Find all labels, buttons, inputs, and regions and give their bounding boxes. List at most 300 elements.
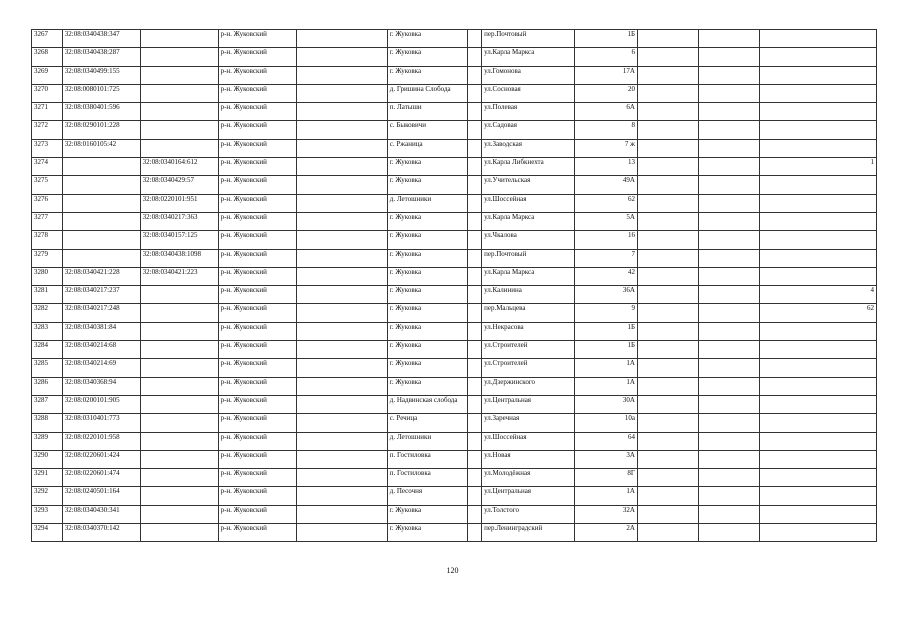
cell-extra-column-2 [699, 139, 760, 157]
cell-extra-column-2 [699, 66, 760, 84]
cell-extra-column-2 [699, 176, 760, 194]
cell-street: ул.Полевая [482, 103, 575, 121]
cell-house-number: 8 [575, 121, 638, 139]
cell-cadastral-number-building: 32:08:0220101:951 [140, 194, 218, 212]
cell-settlement: г. Жуковка [387, 231, 467, 249]
cell-cadastral-number-building: 32:08:0340157:125 [140, 231, 218, 249]
cell-cadastral-number-parcel: 32:08:0220101:958 [62, 432, 140, 450]
cell-settlement: д. Гришина Слобода [387, 84, 467, 102]
cell-spacer [467, 505, 481, 523]
cell-spacer [467, 377, 481, 395]
cell-blank-column [296, 414, 387, 432]
cell-district: р-н. Жуковский [218, 341, 296, 359]
cell-extra-column-2 [699, 286, 760, 304]
cell-street: ул.Некрасова [482, 322, 575, 340]
cell-extra-column-1 [637, 48, 699, 66]
cell-row-number: 3275 [32, 176, 63, 194]
cell-extra-column-3 [759, 469, 876, 487]
cell-street: ул.Строителей [482, 359, 575, 377]
cell-house-number: 32А [575, 505, 638, 523]
cell-settlement: г. Жуковка [387, 524, 467, 542]
cell-cadastral-number-building: 32:08:0340429:57 [140, 176, 218, 194]
cell-row-number: 3278 [32, 231, 63, 249]
cell-settlement: г. Жуковка [387, 176, 467, 194]
cell-extra-column-3: 62 [759, 304, 876, 322]
cell-cadastral-number-building [140, 322, 218, 340]
cell-street: ул.Садовая [482, 121, 575, 139]
cell-extra-column-1 [637, 176, 699, 194]
cell-settlement: г. Жуковка [387, 48, 467, 66]
cell-extra-column-1 [637, 267, 699, 285]
cell-extra-column-1 [637, 212, 699, 230]
cell-settlement: г. Жуковка [387, 377, 467, 395]
cell-extra-column-1 [637, 341, 699, 359]
cell-row-number: 3279 [32, 249, 63, 267]
table-row [32, 395, 877, 413]
cell-cadastral-number-parcel: 32:08:0290101:228 [62, 121, 140, 139]
cell-extra-column-2 [699, 414, 760, 432]
cell-extra-column-1 [637, 30, 699, 48]
cell-extra-column-2 [699, 469, 760, 487]
cell-settlement: г. Жуковка [387, 212, 467, 230]
cell-cadastral-number-parcel: 32:08:0340368:94 [62, 377, 140, 395]
cell-cadastral-number-building [140, 304, 218, 322]
cell-extra-column-1 [637, 377, 699, 395]
cell-street: ул.Центральная [482, 487, 575, 505]
cell-extra-column-1 [637, 359, 699, 377]
cell-blank-column [296, 359, 387, 377]
cell-extra-column-2 [699, 267, 760, 285]
cell-street: ул.Чкалова [482, 231, 575, 249]
cell-extra-column-1 [637, 121, 699, 139]
cell-row-number: 3289 [32, 432, 63, 450]
cell-settlement: п. Латыши [387, 103, 467, 121]
cell-settlement: г. Жуковка [387, 66, 467, 84]
cell-blank-column [296, 48, 387, 66]
cell-extra-column-1 [637, 249, 699, 267]
cell-extra-column-3 [759, 341, 876, 359]
cell-row-number: 3294 [32, 524, 63, 542]
cell-cadastral-number-building [140, 139, 218, 157]
cell-street: ул.Новая [482, 450, 575, 468]
cell-street: ул.Сосновая [482, 84, 575, 102]
cell-row-number: 3273 [32, 139, 63, 157]
cell-extra-column-1 [637, 84, 699, 102]
cell-district: р-н. Жуковский [218, 432, 296, 450]
table-row [32, 524, 877, 542]
cell-house-number: 6 [575, 48, 638, 66]
cell-settlement: г. Жуковка [387, 30, 467, 48]
cell-spacer [467, 84, 481, 102]
cell-extra-column-3 [759, 121, 876, 139]
cell-spacer [467, 487, 481, 505]
cell-house-number: 10а [575, 414, 638, 432]
cell-cadastral-number-parcel: 32:08:0340421:228 [62, 267, 140, 285]
cell-spacer [467, 158, 481, 176]
cell-extra-column-2 [699, 304, 760, 322]
cell-cadastral-number-building [140, 359, 218, 377]
cell-extra-column-3 [759, 176, 876, 194]
cell-cadastral-number-parcel: 32:08:0240501:164 [62, 487, 140, 505]
cell-district: р-н. Жуковский [218, 30, 296, 48]
cell-blank-column [296, 231, 387, 249]
cell-spacer [467, 341, 481, 359]
cell-extra-column-2 [699, 359, 760, 377]
cell-blank-column [296, 158, 387, 176]
cell-extra-column-3 [759, 212, 876, 230]
cell-district: р-н. Жуковский [218, 176, 296, 194]
cell-district: р-н. Жуковский [218, 84, 296, 102]
cell-settlement: г. Жуковка [387, 249, 467, 267]
cell-settlement: г. Жуковка [387, 341, 467, 359]
table-row [32, 414, 877, 432]
cell-extra-column-3 [759, 231, 876, 249]
table-row [32, 267, 877, 285]
table-row [32, 231, 877, 249]
cell-cadastral-number-building [140, 450, 218, 468]
cell-street: пер.Мальцева [482, 304, 575, 322]
cell-blank-column [296, 450, 387, 468]
cell-row-number: 3267 [32, 30, 63, 48]
cell-extra-column-3 [759, 84, 876, 102]
cell-district: р-н. Жуковский [218, 139, 296, 157]
table-row [32, 121, 877, 139]
cell-extra-column-2 [699, 103, 760, 121]
cell-district: р-н. Жуковский [218, 231, 296, 249]
cell-street: ул.Шоссейная [482, 432, 575, 450]
cell-row-number: 3288 [32, 414, 63, 432]
table-body [32, 30, 877, 542]
cell-house-number: 7 ж [575, 139, 638, 157]
cell-district: р-н. Жуковский [218, 304, 296, 322]
cell-house-number: 36А [575, 286, 638, 304]
cell-house-number: 1А [575, 359, 638, 377]
cell-blank-column [296, 341, 387, 359]
cell-blank-column [296, 121, 387, 139]
table-row [32, 176, 877, 194]
cell-extra-column-1 [637, 231, 699, 249]
cell-blank-column [296, 194, 387, 212]
cell-settlement: г. Жуковка [387, 322, 467, 340]
cell-cadastral-number-parcel [62, 212, 140, 230]
cell-cadastral-number-building [140, 341, 218, 359]
cell-district: р-н. Жуковский [218, 469, 296, 487]
cell-cadastral-number-parcel: 32:08:0160105:42 [62, 139, 140, 157]
cell-spacer [467, 322, 481, 340]
table-row [32, 377, 877, 395]
table-row [32, 139, 877, 157]
cell-cadastral-number-parcel: 32:08:0200101:905 [62, 395, 140, 413]
page-number: 120 [446, 566, 459, 575]
cell-cadastral-number-building [140, 48, 218, 66]
cell-extra-column-3 [759, 103, 876, 121]
cell-extra-column-2 [699, 249, 760, 267]
cell-cadastral-number-building: 32:08:0340217:363 [140, 212, 218, 230]
cell-house-number: 6А [575, 103, 638, 121]
cell-extra-column-1 [637, 487, 699, 505]
cell-spacer [467, 66, 481, 84]
cell-house-number: 1Б [575, 341, 638, 359]
cell-cadastral-number-parcel: 32:08:0380401:596 [62, 103, 140, 121]
table-row [32, 322, 877, 340]
cell-spacer [467, 231, 481, 249]
cell-blank-column [296, 30, 387, 48]
cell-cadastral-number-parcel [62, 194, 140, 212]
cell-house-number: 9 [575, 304, 638, 322]
cell-house-number: 16 [575, 231, 638, 249]
cell-settlement: г. Жуковка [387, 286, 467, 304]
cell-extra-column-2 [699, 487, 760, 505]
cell-extra-column-1 [637, 66, 699, 84]
cell-house-number: 5А [575, 212, 638, 230]
cell-extra-column-3 [759, 414, 876, 432]
cell-settlement: г. Жуковка [387, 359, 467, 377]
cell-cadastral-number-building: 32:08:0340438:1098 [140, 249, 218, 267]
cell-blank-column [296, 249, 387, 267]
cell-house-number: 64 [575, 432, 638, 450]
cell-house-number: 49А [575, 176, 638, 194]
cell-cadastral-number-building [140, 505, 218, 523]
cell-district: р-н. Жуковский [218, 249, 296, 267]
table-row [32, 30, 877, 48]
cell-cadastral-number-building [140, 121, 218, 139]
cell-district: р-н. Жуковский [218, 286, 296, 304]
cell-row-number: 3276 [32, 194, 63, 212]
cell-settlement: с. Речица [387, 414, 467, 432]
cell-spacer [467, 194, 481, 212]
table-row [32, 249, 877, 267]
table-row [32, 432, 877, 450]
cell-row-number: 3282 [32, 304, 63, 322]
cell-settlement: г. Жуковка [387, 158, 467, 176]
cell-street: ул.Калинина [482, 286, 575, 304]
cell-spacer [467, 121, 481, 139]
cell-settlement: п. Гостиловка [387, 469, 467, 487]
cell-extra-column-1 [637, 432, 699, 450]
cell-extra-column-3 [759, 487, 876, 505]
cell-cadastral-number-parcel [62, 249, 140, 267]
cell-row-number: 3281 [32, 286, 63, 304]
table-row [32, 194, 877, 212]
cell-row-number: 3274 [32, 158, 63, 176]
cell-cadastral-number-parcel: 32:08:0340214:69 [62, 359, 140, 377]
cell-row-number: 3293 [32, 505, 63, 523]
cell-extra-column-1 [637, 450, 699, 468]
cell-district: р-н. Жуковский [218, 414, 296, 432]
cell-row-number: 3277 [32, 212, 63, 230]
cell-district: р-н. Жуковский [218, 194, 296, 212]
cell-row-number: 3272 [32, 121, 63, 139]
cell-cadastral-number-parcel: 32:08:0340438:287 [62, 48, 140, 66]
cell-settlement: д. Песочня [387, 487, 467, 505]
cell-district: р-н. Жуковский [218, 66, 296, 84]
cell-house-number: 13 [575, 158, 638, 176]
cell-blank-column [296, 176, 387, 194]
cell-district: р-н. Жуковский [218, 103, 296, 121]
cell-district: р-н. Жуковский [218, 212, 296, 230]
cell-settlement: г. Жуковка [387, 267, 467, 285]
cell-extra-column-3 [759, 395, 876, 413]
cell-blank-column [296, 322, 387, 340]
cell-district: р-н. Жуковский [218, 121, 296, 139]
table-row [32, 84, 877, 102]
cell-house-number: 7 [575, 249, 638, 267]
cell-cadastral-number-building [140, 103, 218, 121]
cell-extra-column-3 [759, 30, 876, 48]
cell-extra-column-1 [637, 414, 699, 432]
cell-district: р-н. Жуковский [218, 450, 296, 468]
cell-street: ул.Учительская [482, 176, 575, 194]
cell-cadastral-number-parcel: 32:08:0340499:155 [62, 66, 140, 84]
cell-blank-column [296, 395, 387, 413]
cell-cadastral-number-building [140, 432, 218, 450]
document-page [31, 29, 877, 542]
cell-extra-column-2 [699, 121, 760, 139]
cell-blank-column [296, 212, 387, 230]
cell-cadastral-number-parcel: 32:08:0340214:68 [62, 341, 140, 359]
cell-cadastral-number-building: 32:08:0340421:223 [140, 267, 218, 285]
cell-extra-column-2 [699, 377, 760, 395]
cell-extra-column-3 [759, 505, 876, 523]
cell-settlement: с. Ржаница [387, 139, 467, 157]
cell-house-number: 20 [575, 84, 638, 102]
cell-extra-column-1 [637, 469, 699, 487]
cell-spacer [467, 414, 481, 432]
cell-blank-column [296, 84, 387, 102]
cell-extra-column-3 [759, 432, 876, 450]
table-row [32, 505, 877, 523]
cell-extra-column-3 [759, 194, 876, 212]
cell-house-number: 1Б [575, 30, 638, 48]
cell-extra-column-1 [637, 139, 699, 157]
cell-district: р-н. Жуковский [218, 395, 296, 413]
cell-spacer [467, 395, 481, 413]
cell-house-number: 3А [575, 450, 638, 468]
cell-spacer [467, 30, 481, 48]
cell-spacer [467, 212, 481, 230]
cell-extra-column-3: 4 [759, 286, 876, 304]
cell-row-number: 3285 [32, 359, 63, 377]
cell-extra-column-3 [759, 66, 876, 84]
cell-house-number: 62 [575, 194, 638, 212]
cell-blank-column [296, 103, 387, 121]
cell-cadastral-number-building [140, 377, 218, 395]
cell-district: р-н. Жуковский [218, 377, 296, 395]
cell-street: ул.Карла Либкнехта [482, 158, 575, 176]
cell-blank-column [296, 286, 387, 304]
cell-cadastral-number-parcel: 32:08:0340370:142 [62, 524, 140, 542]
cell-blank-column [296, 267, 387, 285]
cell-cadastral-number-building [140, 84, 218, 102]
property-table [31, 29, 877, 542]
cell-extra-column-2 [699, 341, 760, 359]
cell-settlement: с. Быковичи [387, 121, 467, 139]
cell-blank-column [296, 524, 387, 542]
cell-row-number: 3290 [32, 450, 63, 468]
cell-spacer [467, 469, 481, 487]
cell-spacer [467, 139, 481, 157]
cell-house-number: 1Б [575, 322, 638, 340]
cell-cadastral-number-parcel: 32:08:0340438:347 [62, 30, 140, 48]
table-row [32, 48, 877, 66]
cell-blank-column [296, 139, 387, 157]
cell-district: р-н. Жуковский [218, 158, 296, 176]
cell-street: ул.Дзержинского [482, 377, 575, 395]
table-row [32, 103, 877, 121]
cell-extra-column-3 [759, 359, 876, 377]
cell-house-number: 30А [575, 395, 638, 413]
cell-cadastral-number-parcel: 32:08:0310401:773 [62, 414, 140, 432]
cell-cadastral-number-parcel [62, 176, 140, 194]
cell-extra-column-2 [699, 322, 760, 340]
table-row [32, 286, 877, 304]
cell-district: р-н. Жуковский [218, 505, 296, 523]
cell-street: ул.Толстого [482, 505, 575, 523]
cell-cadastral-number-building [140, 66, 218, 84]
cell-extra-column-2 [699, 524, 760, 542]
cell-cadastral-number-parcel [62, 158, 140, 176]
cell-row-number: 3283 [32, 322, 63, 340]
cell-blank-column [296, 487, 387, 505]
cell-blank-column [296, 469, 387, 487]
cell-extra-column-3 [759, 524, 876, 542]
cell-cadastral-number-parcel: 32:08:0340217:237 [62, 286, 140, 304]
cell-cadastral-number-building [140, 30, 218, 48]
cell-cadastral-number-parcel: 32:08:0080101:725 [62, 84, 140, 102]
cell-spacer [467, 103, 481, 121]
cell-extra-column-3 [759, 139, 876, 157]
cell-cadastral-number-building [140, 487, 218, 505]
cell-street: пер.Почтовый [482, 30, 575, 48]
cell-row-number: 3292 [32, 487, 63, 505]
cell-row-number: 3270 [32, 84, 63, 102]
cell-extra-column-2 [699, 30, 760, 48]
cell-extra-column-1 [637, 322, 699, 340]
cell-spacer [467, 267, 481, 285]
cell-row-number: 3269 [32, 66, 63, 84]
cell-street: пер.Почтовый [482, 249, 575, 267]
cell-extra-column-2 [699, 432, 760, 450]
cell-blank-column [296, 377, 387, 395]
cell-house-number: 1А [575, 487, 638, 505]
cell-street: ул.Карла Маркса [482, 212, 575, 230]
cell-blank-column [296, 304, 387, 322]
cell-district: р-н. Жуковский [218, 267, 296, 285]
cell-house-number: 17А [575, 66, 638, 84]
table-row [32, 469, 877, 487]
table-row [32, 359, 877, 377]
cell-row-number: 3271 [32, 103, 63, 121]
cell-extra-column-3 [759, 249, 876, 267]
cell-cadastral-number-building [140, 395, 218, 413]
cell-settlement: д. Летошники [387, 194, 467, 212]
cell-extra-column-3 [759, 322, 876, 340]
cell-street: ул.Заречная [482, 414, 575, 432]
cell-spacer [467, 304, 481, 322]
cell-street: ул.Центральная [482, 395, 575, 413]
cell-street: ул.Заводская [482, 139, 575, 157]
cell-extra-column-1 [637, 286, 699, 304]
cell-settlement: д. Летошники [387, 432, 467, 450]
cell-extra-column-2 [699, 505, 760, 523]
cell-street: ул.Карла Маркса [482, 48, 575, 66]
cell-spacer [467, 524, 481, 542]
cell-spacer [467, 176, 481, 194]
cell-cadastral-number-parcel: 32:08:0340381:84 [62, 322, 140, 340]
cell-cadastral-number-building [140, 469, 218, 487]
cell-street: ул.Строителей [482, 341, 575, 359]
cell-row-number: 3280 [32, 267, 63, 285]
